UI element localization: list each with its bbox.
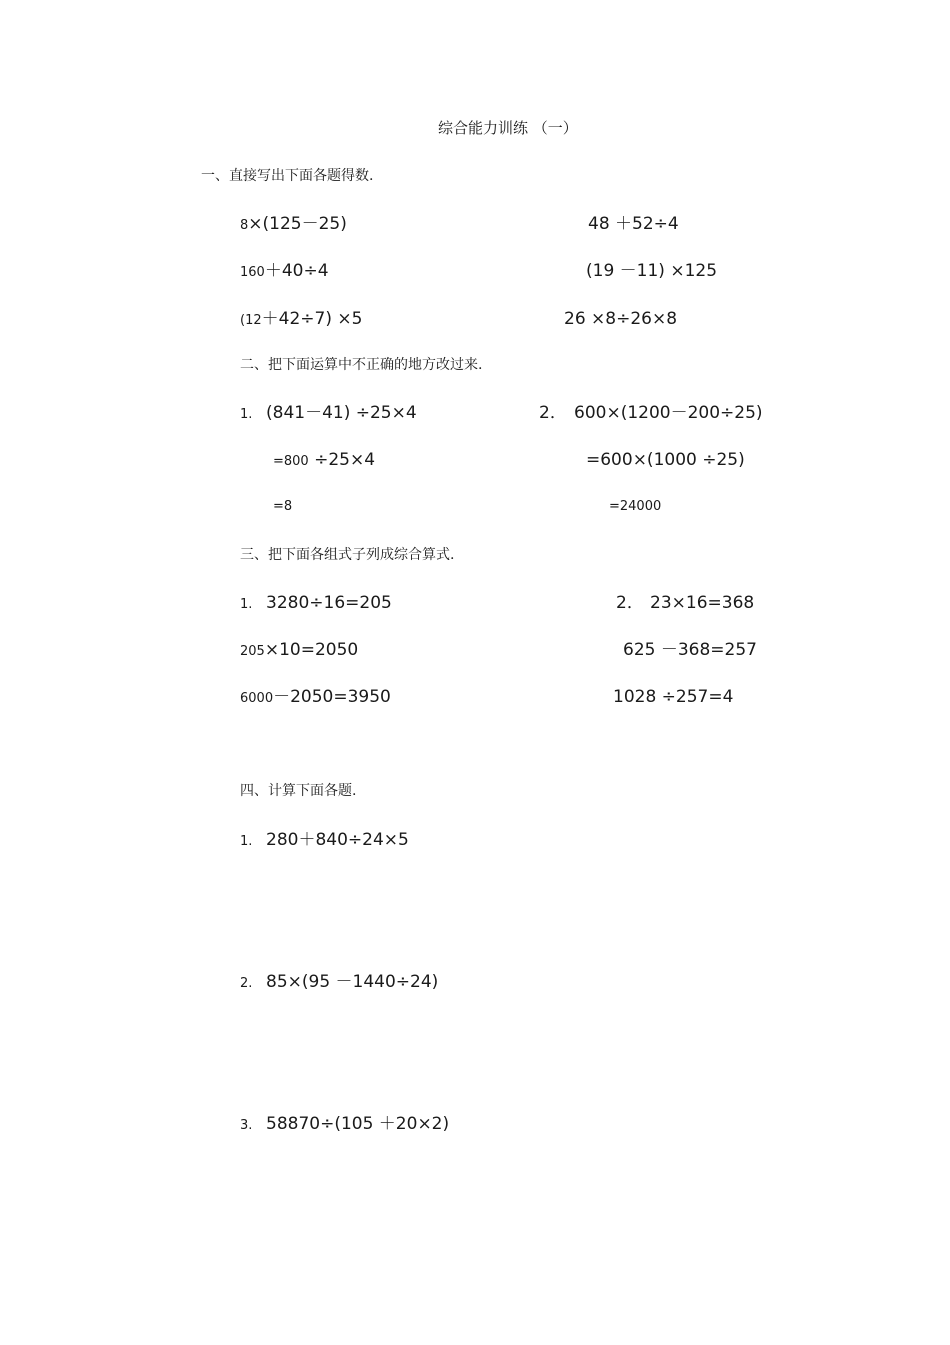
exercise-1-5 [240, 311, 362, 328]
problem-2-2-number: 2． [539, 403, 567, 423]
group-3-2-line-2: 625 －368=257 [623, 640, 757, 660]
exercise-4-2-expression: 85×(95 －1440÷24) [266, 972, 439, 992]
problem-2-1-step-2: =8 [273, 499, 293, 514]
problem-2-1-number: 1. [240, 407, 253, 422]
exercise-lead: 160 [240, 265, 265, 280]
exercise-1-4: (19 －11) ×125 [586, 261, 718, 281]
problem-2-2-step-1: =600×(1000 ÷25) [586, 450, 745, 470]
problem-2-1-expression: (841－41) ÷25×4 [266, 403, 417, 423]
group-3-1-number: 1. [240, 597, 253, 612]
exercise-lead: 8 [240, 218, 249, 233]
exercise-lead: (12 [240, 313, 262, 328]
exercise-4-3-number: 3. [240, 1118, 253, 1133]
line-rest: －2050=3950 [273, 687, 391, 707]
section-3-heading: 三、把下面各组式子列成综合算式. [240, 547, 455, 563]
line-lead: 205 [240, 644, 265, 659]
exercise-4-1-expression: 280＋840÷24×5 [266, 830, 409, 850]
exercise-4-2-number: 2. [240, 976, 253, 991]
group-3-2-line-1: 23×16=368 [650, 593, 755, 613]
exercise-1-1 [240, 216, 347, 233]
step-rest: ÷25×4 [308, 450, 376, 470]
section-1-heading: 一、直接写出下面各题得数. [201, 168, 374, 184]
exercise-rest: ×(125－25) [248, 214, 347, 234]
line-lead: 6000 [240, 691, 274, 706]
group-3-2-number: 2． [616, 593, 644, 613]
exercise-4-1-number: 1. [240, 834, 253, 849]
step-lead: =800 [273, 454, 309, 469]
group-3-1-line-2 [240, 642, 358, 659]
group-3-1-line-1: 3280÷16=205 [266, 593, 392, 613]
problem-2-2-expression: 600×(1200－200÷25) [574, 403, 763, 423]
problem-2-2-step-2: =24000 [609, 499, 662, 514]
problem-2-1-step-1 [273, 452, 375, 469]
section-2-heading: 二、把下面运算中不正确的地方改过来. [240, 357, 483, 373]
exercise-4-3-expression: 58870÷(105 ＋20×2) [266, 1114, 450, 1134]
exercise-rest: ＋40÷4 [264, 261, 329, 281]
exercise-rest: ＋42÷7) ×5 [261, 309, 363, 329]
group-3-1-line-3 [240, 689, 391, 706]
exercise-1-2: 48 ＋52÷4 [588, 214, 679, 234]
group-3-2-line-3: 1028 ÷257=4 [613, 687, 734, 707]
page-title: 综合能力训练 （一） [438, 119, 578, 137]
exercise-1-6: 26 ×8÷26×8 [564, 309, 678, 329]
line-rest: ×10=2050 [264, 640, 359, 660]
section-4-heading: 四、计算下面各题. [240, 783, 357, 799]
exercise-1-3 [240, 263, 329, 280]
